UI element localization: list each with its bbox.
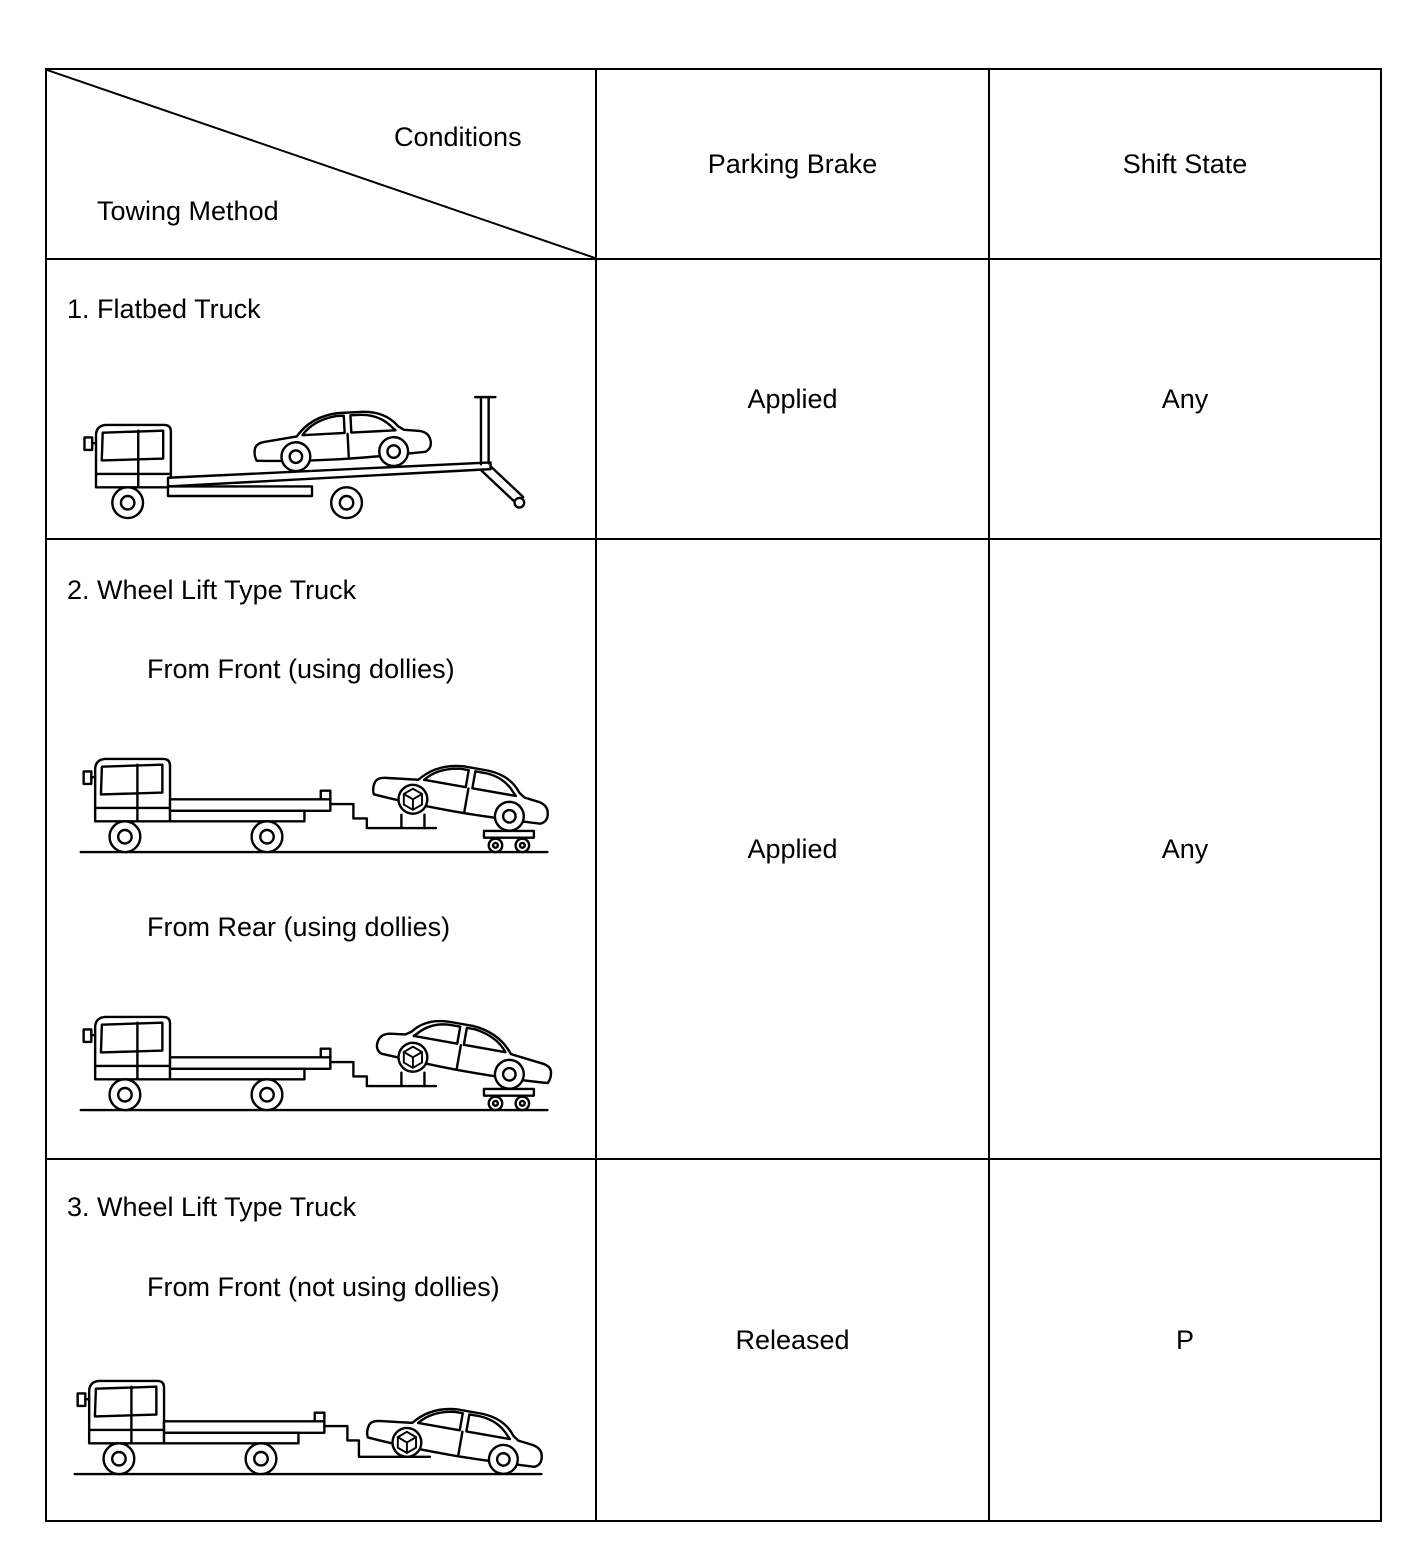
row1-parking-brake-cell — [597, 260, 990, 540]
shift-state-header-cell — [990, 70, 1380, 260]
parking-brake-header-cell — [597, 70, 990, 260]
row3-method-cell — [47, 1160, 597, 1520]
flatbed-truck-illustration — [72, 372, 552, 524]
row2-shift-state-value: Any — [1161, 833, 1209, 864]
wheel-lift-towing-rear-dollies-illustration — [75, 964, 555, 1116]
row3-parking-brake-cell — [597, 1160, 990, 1520]
row2-sub-method-front: From Front (using dollies) — [147, 654, 455, 684]
truck-wheel-icon — [112, 487, 143, 518]
wheel-lift-towing-front-no-dollies-illustration — [69, 1328, 549, 1480]
row2-sub-method-rear: From Rear (using dollies) — [147, 912, 451, 942]
row2-shift-state-cell — [990, 540, 1380, 1160]
parking-brake-header-label: Parking Brake — [707, 148, 878, 179]
row2-parking-brake-value: Applied — [747, 833, 838, 864]
row3-method-title: 3. Wheel Lift Type Truck — [67, 1192, 357, 1222]
wheel-lift-cradle-icon — [398, 1432, 416, 1453]
conditions-header-label: Conditions — [394, 122, 522, 152]
wheel-lift-cradle-icon — [404, 789, 422, 810]
wheel-lift-cradle-icon — [404, 1047, 422, 1068]
car-icon — [364, 1395, 548, 1480]
car-icon — [253, 408, 432, 473]
row1-parking-brake-value: Applied — [747, 383, 838, 414]
car-icon — [370, 751, 554, 836]
row1-shift-state-cell — [990, 260, 1380, 540]
tow-truck-icon — [84, 759, 331, 852]
row3-parking-brake-value: Released — [735, 1324, 850, 1355]
truck-cab-icon — [84, 425, 170, 487]
row3-shift-state-cell — [990, 1160, 1380, 1520]
row1-shift-state-value: Any — [1161, 383, 1209, 414]
truck-wheel-icon — [331, 487, 362, 518]
shift-state-header-label: Shift State — [1122, 148, 1248, 179]
dolly-icon — [484, 831, 534, 852]
diagonal-divider-line — [47, 70, 595, 258]
row1-method-cell — [47, 260, 597, 540]
tow-truck-icon — [84, 1017, 331, 1110]
towing-conditions-table — [45, 68, 1382, 1522]
tow-truck-icon — [78, 1381, 325, 1474]
row2-method-title: 2. Wheel Lift Type Truck — [67, 575, 357, 605]
row2-parking-brake-cell — [597, 540, 990, 1160]
dolly-icon — [484, 1089, 534, 1110]
wheel-lift-towing-front-dollies-illustration — [75, 706, 555, 858]
corner-cell — [47, 70, 597, 260]
row3-sub-method-front: From Front (not using dollies) — [147, 1272, 500, 1302]
row3-shift-state-value: P — [1175, 1324, 1194, 1355]
towing-method-header-label: Towing Method — [97, 196, 279, 226]
row1-method-title: 1. Flatbed Truck — [67, 294, 261, 324]
row2-method-cell — [47, 540, 597, 1160]
